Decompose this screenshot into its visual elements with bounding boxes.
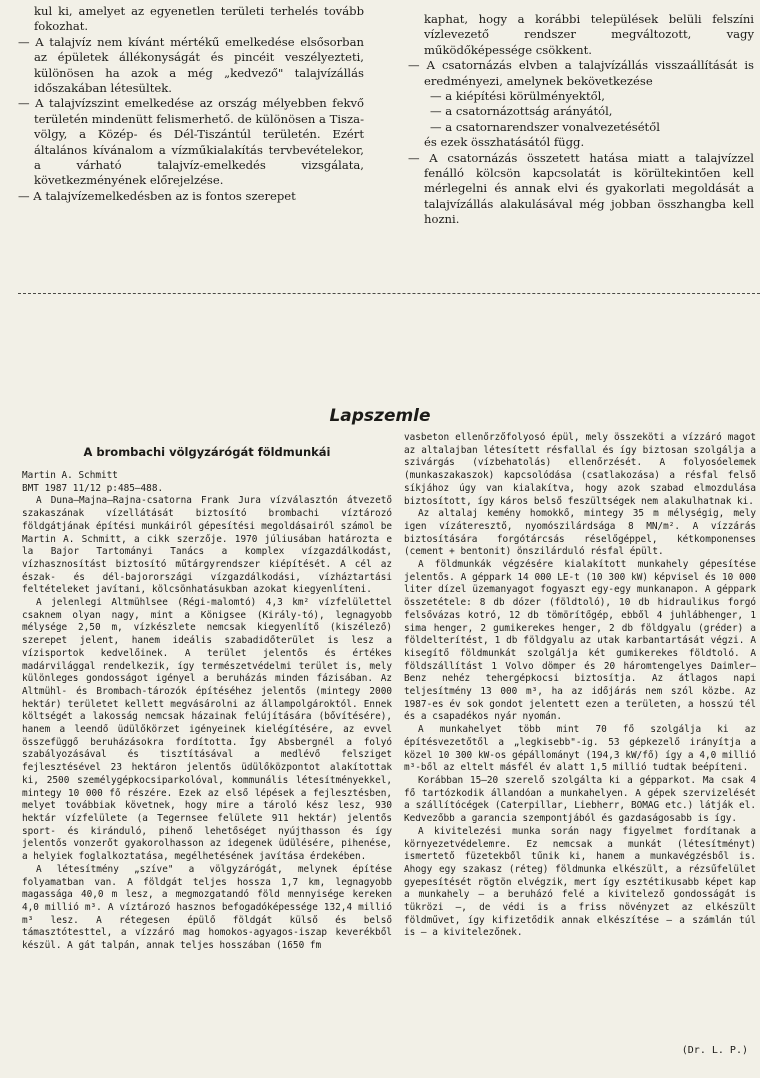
- paragraph: — A csatornázás elvben a talajvízállás visszaállítását is eredményezi, amelynek bekövetkezése: [408, 58, 754, 88]
- paragraph: — A talajvízszint emelkedése az ország mélyebben fekvő területén mindenütt felismerhető. de különösen a Tisza-völgy, a Közép- és Dél-Tiszántúl területén. Ezért általános kívánalom a vízműkialakítás tervbevételekor, a várható talajvíz-emelkedés vizsgálata, következményének előrejelzése.: [18, 96, 364, 188]
- paragraph: A földmunkák végzésére kialakított munkahely gépesítése jelentős. A géppark 14 000 LE-t (10 300 kW) képvisel és 10 000 liter dízel üzemanyagot fogyaszt egy-egy munkanapon. A géppark összetétele: 8 db dózer (földtoló), 10 db hidraulikus forgó felsővázas kotró, 12 db tömörítőgép, ebből 4 juhlábhenger, 1 sima henger, 2 gumikerekes henger, 2 db földgyalu (gréder) a földelterítést, 1 db földgyalu az utak karbantartását végzi. A kisegítő földmunkát szolgálja két gumikerekes földtoló. A földszállítást 1 Volvo dömper és 20 háromtengelyes Daimler—Benz nehéz tehergépkocsi biztosítja. Az átlagos napi teljesítmény 13 000 m³, ha az időjárás nem szól közbe. Az 1987-es év sok gondot jelentett ezen a területen, a hosszú tél és a csapadékos nyár nyomán.: [404, 559, 756, 723]
- paragraph: kul ki, amelyet az egyenetlen területi terhelés tovább fokozhat.: [34, 4, 364, 34]
- paragraph: A munkahelyet több mint 70 fő szolgálja ki az építésvezetőtől a „legkisebb"-ig. 53 gépkezelő irányítja a közel 10 300 kW-os gépállományt (194,3 kW/fő) így a 4,0 millió m³-ből az eltelt másfél év alatt 1,5 millió tudtak beépíteni.: [404, 724, 756, 774]
- paragraph: Korábban 15—20 szerelő szolgálta ki a gépparkot. Ma csak 4 fő tartózkodik állandóan a munkahelyen. A gépek szervizelését a szállítócégek (Caterpillar, Liebherr, BOMAG etc.) látják el. Kedvezőbb a garancia szempontjából és gazdaságosabb is így.: [404, 774, 756, 825]
- paragraph: — A talajvíz nem kívánt mértékű emelkedése elsősorban az épületek állékonyságát és pincéit veszélyezteti, különösen ha azok a még „kedvező" talajvízállás időszakában létesültek.: [18, 34, 364, 96]
- paragraph: — A talajvízemelkedésben az is fontos szerepet: [18, 188, 296, 203]
- paragraph: vasbeton ellenőrzőfolyosó épül, mely összeköti a vízzáró magot az altalajban létesített résfallal és így biztosan szolgálja a szivárgás (vízbehatolás) ellenőrzését. A folyosóelemek (munkaszakaszok) kapcsolódása (csatlakozása) a résfal felső síkjához úgy van kialakítva, hogy azok szabad elmozdulása biztosított, így káros belső feszültségek nem alakulhatnak ki.: [404, 432, 756, 507]
- paragraph: — a csatornarendszer vonalvezetésétől: [430, 119, 660, 134]
- paragraph: — a kiépítési körülményektől,: [430, 89, 605, 104]
- paragraph: Az altalaj kemény homokkő, mintegy 35 m mélységig, mely igen vízáteresztő, nyomószilárdsága 8 MN/m². A vízzárás biztosítására forgótárcsás réselőgéppel, kétkomponenses (cement + bentonit) önszilárduló résfal épült.: [404, 508, 756, 558]
- author-signature: (Dr. L. P.): [681, 1045, 748, 1056]
- paragraph: BMT 1987 11/12 p:485—488.: [22, 482, 164, 494]
- article-right-column: [404, 432, 756, 940]
- paragraph: kaphat, hogy a korábbi települések belüli felszíni vízlevezető rendszer megváltozott, vagy működőképessége csökkent.: [424, 12, 754, 57]
- paragraph: — a csatornázottság arányától,: [430, 104, 613, 119]
- section-title: Lapszemle: [329, 406, 431, 426]
- top-left-column: [18, 4, 364, 204]
- paragraph: és ezek összhatásától függ.: [424, 135, 585, 150]
- article-title: A brombachi völgyzárógát földmunkái: [83, 445, 331, 459]
- paragraph: A jelenlegi Altmühlsee (Régi-malomtó) 4,3 km² vízfelülettel csaknem olyan nagy, mint a Königsee (Király-tó), legnagyobb mélysége 2,50 m, vízkészlete nemcsak kiegyenlítő (kiszélező) szerepet jelent, hanem ideális szabadidőterület is lesz a vízisportok kedvelőinek. A terület jelentős és értékes madárvilággal rendelkezik, így természetvédelmi terület is, mely különleges gondosságot igényel a beruházás minden fázisában. Az Altmühl- és Brombach-tározók építéséhez jelentős (mintegy 2000 hektár) területet kellett megvásárolni az állampolgároktól. Ennek költségét a lakosság nemcsak házainak felújítására (bővítésére), hanem a leendő üdülőkörzet igényeinek kielégítésére, az evvel összefüggő beruházásokra fordította. Így Absbergnél a folyó szabályozásával és tisztításával a medlévő felsziget fejlesztésével 23 hektáron jelentős üdülőközpontot alakítottak ki, 2500 személygépkocsiparkolóval, kommunális létesítményekkel, mintegy 10 000 fő részére. Ezek az első lépések a fejlesztésben, melyet továbbiak követnek, hogy mire a tároló kész lesz, 930 hektár vízfelülete (a Tegernsee felülete 911 hektár) jelentős sport- és kiránduló, pihenő lehetőséget nyújthasson és így jelentős vonzerőt gyakorolhasson az idegenek üdülésére, pihenése, a helyiek foglalkoztatása, megélhetésének javítása érdekében.: [22, 597, 392, 863]
- paragraph: A kivitelezési munka során nagy figyelmet fordítanak a környezetvédelemre. Ez nemcsak a munkát (létesítményt) ismertető füzetekből tűnik ki, hanem a munkavégzésből is. Ahogy egy szakasz (réteg) földmunka elkészült, a rézsűfelület gyepesítését rögtön elvégzik, mert így esztétikusabb képet kap a munkahely — a beruházó felé a kivitelező gondosságát is tükrözi —, de védi is a friss növényzet az elkészült földművet, így kifizetődik annak elkészítése — a számlán túl is — a kivitelezőnek.: [404, 825, 756, 939]
- paragraph: A létesítmény „szíve" a völgyzárógát, melynek építése folyamatban van. A földgát teljes hossza 1,7 km, legnagyobb magassága 40,0 m lesz, a megmozgatandó föld mennyisége kereken 4,0 millió m³. A víztározó hasznos befogadóképessége 132,4 millió m³ lesz. A rétegesen épülő földgát külső és belső támasztótesttel, a vízzáró mag homokos-agyagos-iszap keverékből készül. A gát talpán, annak teljes hosszában (1650 fm: [22, 863, 392, 952]
- paragraph: — A csatornázás összetett hatása miatt a talajvízzel fenálló kölcsön kapcsolatát is körültekintően kell mérlegelni és annak elvi és gyakorlati megoldását a talajvízállás alakulásával még jobban összhangba kell hozni.: [408, 150, 754, 227]
- paragraph: Martin A. Schmitt: [22, 470, 118, 481]
- top-right-column: [408, 12, 754, 228]
- paragraph: A Duna—Majna—Rajna-csatorna Frank Jura vízválasztón átvezető szakaszának vízellátását biztosító brombachi víztározó földgátjának építési munkáiról gépesítési megoldásairól számol be Martin A. Schmitt, a cikk szerzője. 1970 júliusában határozta e la Bajor Tartományi Tanács a komplex vízgazdálkodást, vízhasznosítást biztosító műtárgyrendszer kiépítését. A cél az észak- és dél-bajorországi vízgazdálkodási, vízháztartási feltételeket javítani, kölcsönhatásukban azokat kiegyenlíteni.: [22, 495, 392, 596]
- section-divider: [18, 293, 760, 294]
- article-left-column: [22, 470, 392, 953]
